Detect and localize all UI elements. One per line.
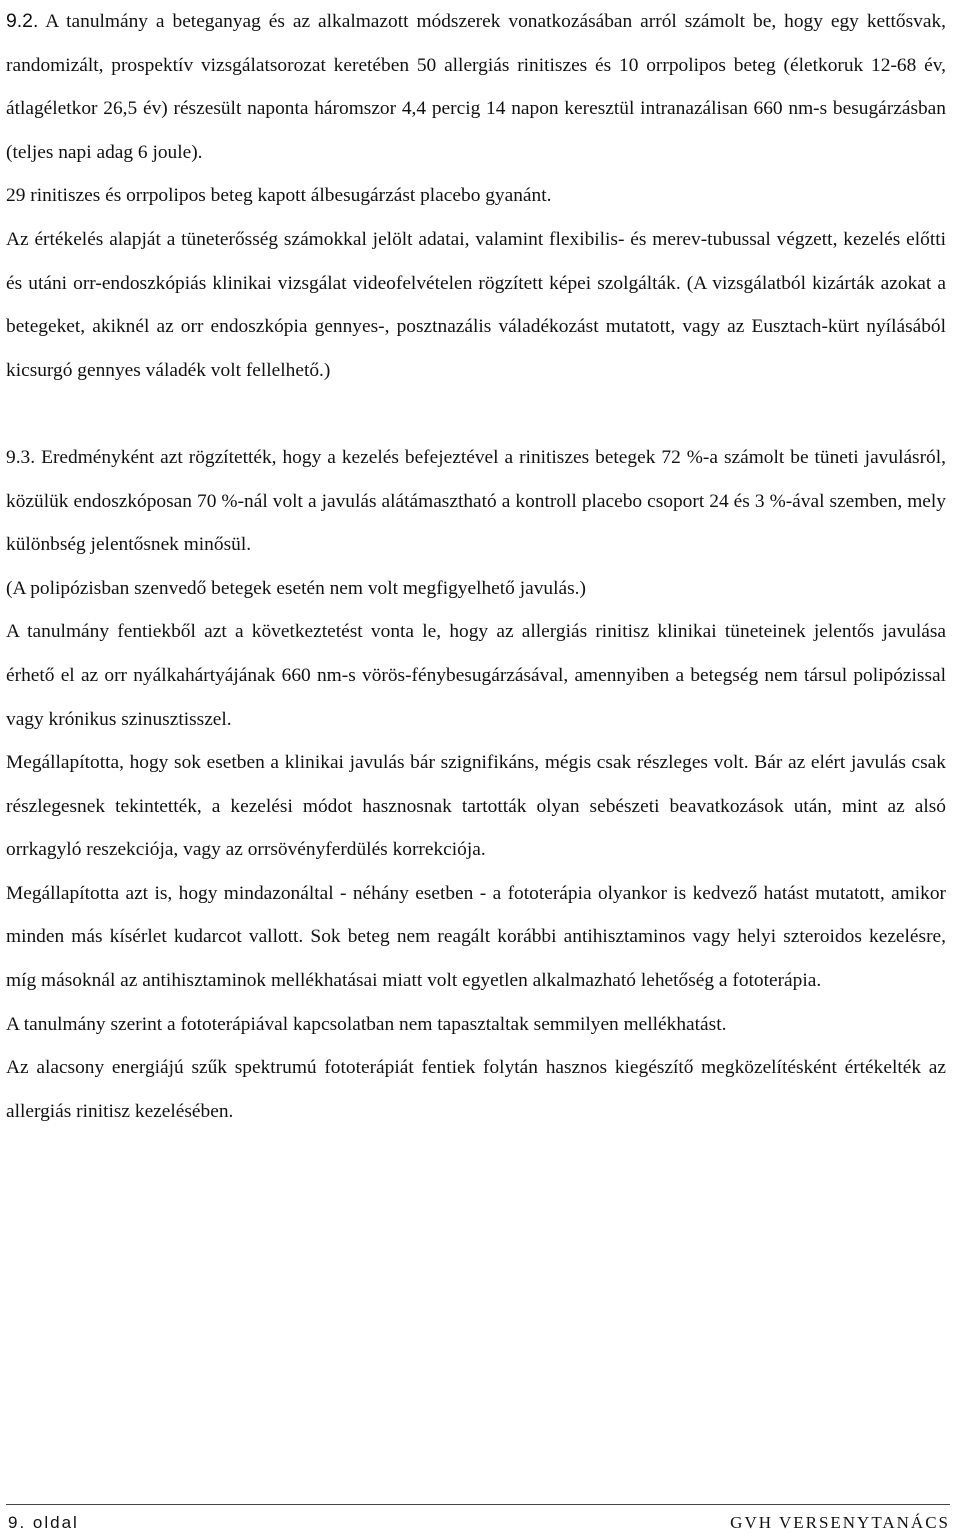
paragraph: A tanulmány fentiekből azt a következtetést vonta le, hogy az allergiás rinitisz klinikai tüneteinek jelentős javulása érhető el az orr nyálkahártyájának 660 nm-s vörös-fénybesugárzásával, amennyiben a betegség nem társul polipózissal vagy krónikus szinusztisszel. — [6, 621, 946, 730]
section-9-3-intro — [6, 436, 946, 567]
section-number: 9.3. — [6, 446, 36, 468]
section-number: 9.2. — [6, 10, 39, 32]
paragraph: Az alacsony energiájú szűk spektrumú fototerápiát fentiek folytán hasznos kiegészítő megközelítésként értékelték az allergiás rinitisz kezelésében. — [6, 1057, 946, 1122]
section-gap — [6, 392, 946, 436]
paragraph: Eredményként azt rögzítették, hogy a kezelés befejeztével a rinitiszes betegek 72 %-a számolt be tüneti javulásról, közülük endoszkóposan 70 %-nál volt a javulás alátámasztható a kontroll placebo csoport 24 és 3 %-ával szemben, mely különbség jelentősnek minősül. — [6, 446, 946, 556]
publisher-name: GVH VERSENYTANÁCS — [730, 1513, 950, 1532]
paragraph: A tanulmány szerint a fototerápiával kapcsolatban nem tapasztaltak semmilyen mellékhatást. — [6, 1013, 727, 1035]
paragraph: Megállapította, hogy sok esetben a klinikai javulás bár szignifikáns, mégis csak részleges volt. Bár az elért javulás csak részlegesnek tekintették, a kezelési módot hasznosnak tartották olyan sebészeti beavatkozások után, mint az alsó orrkagyló reszekciója, vagy az orrsövényferdülés korrekciója. — [6, 752, 946, 861]
paragraph: A tanulmány a beteganyag és az alkalmazott módszerek vonatkozásában arról számolt be, hogy egy kettősvak, randomizált, prospektív vizsgálatsorozat keretében 50 allergiás rinitiszes és 10 orrpolipos beteg (életkoruk 12-68 év, átlagéletkor 26,5 év) részesült naponta háromszor 4,4 percig 14 napon keresztül intranazálisan 660 nm-s besugárzásban (teljes napi adag 6 joule). — [6, 11, 946, 163]
page-number: 9. oldal — [8, 1513, 79, 1532]
paragraph: Az értékelés alapját a tüneterősség számokkal jelölt adatai, valamint flexibilis- és merev-tubussal végzett, kezelés előtti és utáni orr-endoszkópiás klinikai vizsgálat videofelvételen rögzített képei szolgálták. (A vizsgálatból kizárták azokat a betegeket, akiknél az orr endoszkópia gennyes-, posztnazális váladékozást mutatott, vagy az Eusztach-kürt nyílásából kicsurgó gennyes váladék volt fellelhető.) — [6, 228, 946, 381]
paragraph: 29 rinitiszes és orrpolipos beteg kapott álbesugárzást placebo gyanánt. — [6, 185, 552, 207]
paragraph: Megállapította azt is, hogy mindazonáltal - néhány esetben - a fototerápia olyankor is kedvező hatást mutatott, amikor minden más kísérlet kudarcot vallott. Sok beteg nem reagált korábbi antihisztaminos vagy helyi szteroidos kezelésre, míg másoknál az antihisztaminok mellékhatásai miatt volt egyetlen alkalmazható lehetőség a fototerápia. — [6, 882, 946, 992]
paragraph: (A polipózisban szenvedő betegek esetén nem volt megfigyelhető javulás.) — [6, 577, 586, 599]
document-body — [6, 0, 946, 1133]
section-9-2-intro — [6, 0, 946, 174]
page-footer — [6, 1504, 950, 1535]
